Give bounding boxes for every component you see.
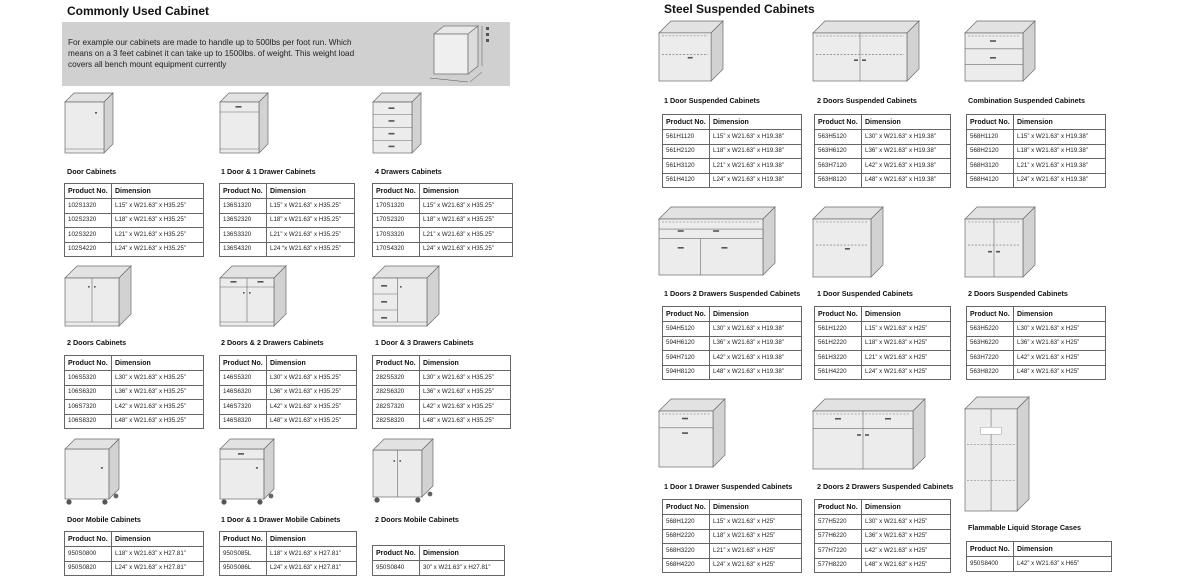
product-number-cell: 577H6220	[815, 529, 862, 544]
dimension-header: Dimension	[420, 546, 505, 561]
table-row	[967, 557, 1112, 572]
dimension-cell: L42” x W21.63” x H25”	[862, 544, 951, 559]
dimension-header: Dimension	[112, 532, 204, 547]
product-no-header: Product No.	[220, 532, 267, 547]
product-number-cell: 561H4220	[815, 365, 862, 380]
dimension-cell: L30” x W21.63” x H35.25”	[267, 371, 357, 386]
product-no-header: Product No.	[967, 542, 1014, 557]
product-number-cell: 146S7320	[220, 400, 267, 415]
table-header-row	[815, 307, 951, 322]
product-number-cell: 563H5220	[967, 322, 1014, 337]
table-row	[373, 213, 513, 228]
product-number-cell: 106S6320	[65, 385, 112, 400]
spec-table	[219, 531, 357, 576]
table-row	[220, 547, 357, 562]
table-row	[967, 144, 1106, 159]
spec-table	[814, 114, 951, 188]
product-title: Combination Suspended Cabinets	[968, 96, 1086, 105]
door-drawer-cabinet-icon	[219, 92, 269, 154]
table-row	[815, 144, 951, 159]
table-row	[815, 515, 951, 530]
dimension-cell: L42” x W21.63” x H35.25”	[267, 400, 357, 415]
table-row	[65, 199, 204, 214]
dimension-cell: L18” x W21.63” x H35.25”	[267, 213, 355, 228]
dimension-cell: L30” x W21.63” x H25”	[862, 515, 951, 530]
product-no-header: Product No.	[373, 184, 420, 199]
table-row	[663, 515, 802, 530]
table-row	[373, 385, 511, 400]
product-number-cell: 136S4320	[220, 242, 267, 257]
table-row	[967, 336, 1106, 351]
product-number-cell: 282S7320	[373, 400, 420, 415]
product-no-header: Product No.	[373, 356, 420, 371]
dimension-cell: L42” x W21.63” x H25”	[1014, 351, 1106, 366]
product-no-header: Product No.	[65, 532, 112, 547]
product-number-cell: 561H3120	[663, 159, 710, 174]
product-number-cell: 568H2120	[967, 144, 1014, 159]
product-number-cell: 563H6220	[967, 336, 1014, 351]
door-drawer-suspended-cabinet-icon	[658, 398, 726, 468]
dimension-cell: L24” x W21.63” x H19.38”	[1014, 173, 1106, 188]
table-header-row	[967, 542, 1112, 557]
flammable-storage-case-icon	[964, 396, 1030, 512]
table-header-row	[373, 184, 513, 199]
two-door-two-drawer-cabinet-icon	[219, 265, 287, 327]
dimension-cell: L48” x W21.63” x H19.38”	[862, 173, 951, 188]
product-title: 1 Door & 3 Drawers Cabinets	[375, 338, 474, 347]
dimension-header: Dimension	[710, 500, 802, 515]
table-header-row	[373, 546, 505, 561]
product-title: 2 Doors 2 Drawers Suspended Cabinets	[817, 482, 954, 491]
table-header-row	[65, 532, 204, 547]
banner-text: For example our cabinets are made to handle up to 500lbs per foot run. Which means on a 3 feet cabinet it can take up to 1500lbs. of weight. This weight load covers all bench mount equipment currently	[68, 38, 355, 69]
product-no-header: Product No.	[967, 115, 1014, 130]
dimension-cell: L36” x W21.63” x H25”	[1014, 336, 1106, 351]
dimension-cell: L30” x W21.63” x H35.25”	[420, 371, 511, 386]
product-number-cell: 568H1220	[663, 515, 710, 530]
product-number-cell: 577H8220	[815, 558, 862, 573]
door-drawer-mobile-cabinet-icon	[219, 438, 275, 506]
dimension-cell: L24” x W21.63” x H35.25”	[112, 242, 204, 257]
table-header-row	[815, 115, 951, 130]
table-row	[220, 199, 355, 214]
product-title: 1 Door Suspended Cabinets	[664, 96, 760, 105]
spec-table	[372, 183, 513, 257]
spec-table	[64, 183, 204, 257]
spec-table	[662, 306, 802, 380]
product-title: Door Mobile Cabinets	[67, 515, 141, 524]
product-number-cell: 106S8320	[65, 414, 112, 429]
table-row	[220, 385, 357, 400]
dimension-cell: L15” x W21.63” x H35.25”	[267, 199, 355, 214]
door-two-drawer-suspended-cabinet-icon	[658, 206, 776, 276]
product-number-cell: 577H5220	[815, 515, 862, 530]
dimension-cell: L36” x W21.63” x H35.25”	[267, 385, 357, 400]
product-number-cell: 563H5120	[815, 130, 862, 145]
product-no-header: Product No.	[663, 115, 710, 130]
product-title: 1 Door Suspended Cabinets	[817, 289, 913, 298]
table-row	[663, 365, 802, 380]
product-no-header: Product No.	[967, 307, 1014, 322]
dimension-header: Dimension	[710, 307, 802, 322]
dimension-cell: L21” x W21.63” x H19.38”	[710, 159, 802, 174]
table-header-row	[65, 184, 204, 199]
dimension-cell: L18” x W21.63” x H19.38”	[710, 144, 802, 159]
dimension-header: Dimension	[710, 115, 802, 130]
door-three-drawer-cabinet-icon	[372, 265, 440, 327]
product-number-cell: 950S086L	[220, 561, 267, 576]
table-row	[815, 529, 951, 544]
table-row	[65, 385, 204, 400]
product-title: Flammable Liquid Storage Cases	[968, 523, 1082, 532]
product-number-cell: 170S3320	[373, 228, 420, 243]
product-number-cell: 146S5320	[220, 371, 267, 386]
dimension-cell: L18” x W21.63” x H35.25”	[420, 213, 513, 228]
product-number-cell: 563H7120	[815, 159, 862, 174]
dimension-cell: L30” x W21.63” x H25”	[1014, 322, 1106, 337]
dimension-cell: L42” x W21.63” x H35.25”	[420, 400, 511, 415]
combination-suspended-cabinet-icon	[964, 20, 1036, 82]
dimension-header: Dimension	[112, 184, 204, 199]
product-number-cell: 106S5320	[65, 371, 112, 386]
product-no-header: Product No.	[815, 115, 862, 130]
product-number-cell: 561H1220	[815, 322, 862, 337]
spec-table	[64, 355, 204, 429]
table-row	[663, 159, 802, 174]
table-row	[373, 561, 505, 576]
product-number-cell: 561H2120	[663, 144, 710, 159]
table-header-row	[65, 356, 204, 371]
dimension-cell: L21” x W21.63” x H25”	[710, 544, 802, 559]
two-door-two-drawer-suspended-cabinet-icon	[812, 398, 926, 470]
table-header-row	[373, 356, 511, 371]
table-row	[815, 336, 951, 351]
table-row	[220, 414, 357, 429]
product-number-cell: 561H2220	[815, 336, 862, 351]
product-title: 2 Doors & 2 Drawers Cabinets	[221, 338, 324, 347]
product-number-cell: 146S6320	[220, 385, 267, 400]
table-row	[220, 561, 357, 576]
product-number-cell: 594H6120	[663, 336, 710, 351]
table-row	[373, 242, 513, 257]
spec-table	[814, 499, 951, 573]
dimension-cell: L18” x W21.63” x H19.38”	[1014, 144, 1106, 159]
product-number-cell: 170S1320	[373, 199, 420, 214]
dimension-cell: L36” x W21.63” x H25”	[862, 529, 951, 544]
product-no-header: Product No.	[373, 546, 420, 561]
product-number-cell: 594H8120	[663, 365, 710, 380]
dimension-header: Dimension	[420, 356, 511, 371]
two-door-suspended-cabinet-icon	[812, 20, 920, 82]
table-row	[65, 414, 204, 429]
table-row	[815, 130, 951, 145]
table-row	[663, 529, 802, 544]
two-door-cabinet-icon	[64, 265, 132, 327]
table-header-row	[663, 500, 802, 515]
table-row	[815, 365, 951, 380]
dimension-cell: L21” x W21.63” x H35.25”	[267, 228, 355, 243]
spec-table	[966, 306, 1106, 380]
table-row	[220, 228, 355, 243]
table-row	[220, 242, 355, 257]
dimension-cell: L24” x W21.63” x H25”	[862, 365, 951, 380]
dimension-cell: L24 “x W21.63” x H35.25”	[267, 242, 355, 257]
table-row	[65, 213, 204, 228]
product-title: 2 Doors Cabinets	[67, 338, 127, 347]
spec-table	[372, 355, 511, 429]
dimension-cell: L15” x W21.63” x H25”	[710, 515, 802, 530]
product-number-cell: 563H8220	[967, 365, 1014, 380]
product-no-header: Product No.	[65, 356, 112, 371]
product-no-header: Product No.	[663, 500, 710, 515]
table-row	[65, 371, 204, 386]
dimension-header: Dimension	[112, 356, 204, 371]
dimension-cell: L36” x W21.63” x H35.25”	[420, 385, 511, 400]
product-number-cell: 136S3320	[220, 228, 267, 243]
dimension-cell: L48” x W21.63” x H19.38”	[710, 365, 802, 380]
dimension-cell: L15” x W21.63” x H19.38”	[710, 130, 802, 145]
product-number-cell: 282S8320	[373, 414, 420, 429]
product-no-header: Product No.	[220, 184, 267, 199]
table-row	[663, 144, 802, 159]
product-number-cell: 561H4120	[663, 173, 710, 188]
product-number-cell: 950S8400	[967, 557, 1014, 572]
table-row	[65, 561, 204, 576]
dimension-cell: L36” x W21.63” x H35.25”	[112, 385, 204, 400]
spec-table	[814, 306, 951, 380]
table-row	[373, 228, 513, 243]
table-row	[373, 414, 511, 429]
table-row	[663, 173, 802, 188]
table-row	[967, 322, 1106, 337]
product-number-cell: 568H3120	[967, 159, 1014, 174]
table-row	[220, 371, 357, 386]
table-row	[815, 558, 951, 573]
dimension-header: Dimension	[420, 184, 513, 199]
table-row	[967, 351, 1106, 366]
dimension-header: Dimension	[267, 184, 355, 199]
product-no-header: Product No.	[663, 307, 710, 322]
table-header-row	[220, 184, 355, 199]
product-title: 1 Door & 1 Drawer Mobile Cabinets	[221, 515, 341, 524]
dimension-cell: L30” x W21.63” x H35.25”	[112, 371, 204, 386]
dimension-cell: L48” x W21.63” x H25”	[1014, 365, 1106, 380]
two-door-suspended-tall-cabinet-icon	[964, 206, 1036, 278]
table-header-row	[967, 115, 1106, 130]
dimension-header: Dimension	[1014, 542, 1112, 557]
dimension-cell: L24” x W21.63” x H25”	[710, 558, 802, 573]
dimension-cell: L48” x W21.63” x H35.25”	[420, 414, 511, 429]
dimension-cell: L42” x W21.63” x H19.38”	[862, 159, 951, 174]
dimension-cell: L36” x W21.63” x H19.38”	[862, 144, 951, 159]
dimension-cell: L42” x W21.63” x H65”	[1014, 557, 1112, 572]
table-row	[373, 199, 513, 214]
dimension-cell: L36” x W21.63” x H19.38”	[710, 336, 802, 351]
product-number-cell: 950S0820	[65, 561, 112, 576]
right-heading: Steel Suspended Cabinets	[664, 2, 815, 16]
table-header-row	[967, 307, 1106, 322]
product-number-cell: 170S2320	[373, 213, 420, 228]
dimension-header: Dimension	[1014, 307, 1106, 322]
dimension-cell: 30” x W21.63” x H27.81”	[420, 561, 505, 576]
table-header-row	[663, 115, 802, 130]
table-row	[373, 400, 511, 415]
product-number-cell: 568H3220	[663, 544, 710, 559]
product-number-cell: 146S8320	[220, 414, 267, 429]
door-suspended-cabinet-icon	[658, 20, 724, 82]
table-header-row	[220, 356, 357, 371]
dimension-cell: L18” x W21.63” x H25”	[862, 336, 951, 351]
table-row	[663, 558, 802, 573]
dimension-cell: L21” x W21.63” x H35.25”	[420, 228, 513, 243]
dimension-cell: L30” x W21.63” x H19.38”	[710, 322, 802, 337]
table-header-row	[815, 500, 951, 515]
dimension-header: Dimension	[267, 356, 357, 371]
product-title: 4 Drawers Cabinets	[375, 167, 442, 176]
dimension-cell: L15” x W21.63” x H19.38”	[1014, 130, 1106, 145]
table-row	[967, 130, 1106, 145]
dimension-header: Dimension	[862, 500, 951, 515]
table-row	[65, 547, 204, 562]
product-number-cell: 561H1120	[663, 130, 710, 145]
product-number-cell: 568H4220	[663, 558, 710, 573]
door-suspended-tall-cabinet-icon	[812, 206, 884, 278]
product-number-cell: 561H3220	[815, 351, 862, 366]
product-number-cell: 136S1320	[220, 199, 267, 214]
table-row	[663, 322, 802, 337]
dimension-cell: L15” x W21.63” x H35.25”	[112, 199, 204, 214]
dimension-cell: L21” x W21.63” x H35.25”	[112, 228, 204, 243]
product-title: 2 Doors Mobile Cabinets	[375, 515, 459, 524]
product-number-cell: 136S2320	[220, 213, 267, 228]
spec-table	[219, 355, 357, 429]
dimension-cell: L18” x W21.63” x H27.81”	[267, 547, 357, 562]
two-door-mobile-cabinet-icon	[372, 438, 434, 504]
product-number-cell: 102S1320	[65, 199, 112, 214]
product-number-cell: 568H2220	[663, 529, 710, 544]
product-number-cell: 106S7320	[65, 400, 112, 415]
product-number-cell: 950S0840	[373, 561, 420, 576]
table-row	[815, 544, 951, 559]
table-row	[220, 213, 355, 228]
weight-info-banner	[62, 22, 510, 86]
table-row	[815, 173, 951, 188]
product-title: 2 Doors Suspended Cabinets	[968, 289, 1068, 298]
product-no-header: Product No.	[815, 500, 862, 515]
product-title: 2 Doors Suspended Cabinets	[817, 96, 917, 105]
dimension-cell: L21” x W21.63” x H19.38”	[1014, 159, 1106, 174]
table-header-row	[663, 307, 802, 322]
product-number-cell: 282S5320	[373, 371, 420, 386]
table-row	[967, 159, 1106, 174]
product-number-cell: 282S6320	[373, 385, 420, 400]
dimension-cell: L30” x W21.63” x H19.38”	[862, 130, 951, 145]
product-number-cell: 568H4120	[967, 173, 1014, 188]
table-row	[815, 351, 951, 366]
product-number-cell: 563H8120	[815, 173, 862, 188]
table-row	[663, 544, 802, 559]
dimension-cell: L42” x W21.63” x H35.25”	[112, 400, 204, 415]
product-number-cell: 102S2320	[65, 213, 112, 228]
product-number-cell: 568H1120	[967, 130, 1014, 145]
product-no-header: Product No.	[815, 307, 862, 322]
four-drawer-cabinet-icon	[372, 92, 422, 154]
table-row	[220, 400, 357, 415]
spec-table	[966, 114, 1106, 188]
table-row	[663, 351, 802, 366]
dimension-cell: L24” x W21.63” x H35.25”	[420, 242, 513, 257]
dimension-cell: L15” x W21.63” x H25”	[862, 322, 951, 337]
product-title: Door Cabinets	[67, 167, 117, 176]
table-row	[65, 242, 204, 257]
dimension-header: Dimension	[862, 307, 951, 322]
dimension-cell: L42” x W21.63” x H19.38”	[710, 351, 802, 366]
product-number-cell: 170S4320	[373, 242, 420, 257]
product-number-cell: 563H6120	[815, 144, 862, 159]
dimension-cell: L48” x W21.63” x H25”	[862, 558, 951, 573]
spec-table	[64, 531, 204, 576]
spec-table	[219, 183, 355, 257]
product-title: 1 Door & 1 Drawer Cabinets	[221, 167, 316, 176]
product-number-cell: 594H5120	[663, 322, 710, 337]
product-title: 1 Doors 2 Drawers Suspended Cabinets	[664, 289, 801, 298]
table-row	[815, 159, 951, 174]
product-no-header: Product No.	[65, 184, 112, 199]
dimension-cell: L24” x W21.63” x H27.81”	[267, 561, 357, 576]
table-row	[373, 371, 511, 386]
door-mobile-cabinet-icon	[64, 438, 120, 506]
product-number-cell: 594H7120	[663, 351, 710, 366]
product-number-cell: 950S0800	[65, 547, 112, 562]
product-title: 1 Door 1 Drawer Suspended Cabinets	[664, 482, 793, 491]
table-row	[967, 173, 1106, 188]
dimension-cell: L18” x W21.63” x H25”	[710, 529, 802, 544]
product-number-cell: 577H7220	[815, 544, 862, 559]
table-header-row	[220, 532, 357, 547]
door-cabinet-icon	[64, 92, 114, 154]
dimension-cell: L18” x W21.63” x H27.81”	[112, 547, 204, 562]
product-number-cell: 102S3220	[65, 228, 112, 243]
dimension-cell: L48” x W21.63” x H35.25”	[112, 414, 204, 429]
dimension-cell: L15” x W21.63” x H35.25”	[420, 199, 513, 214]
dimension-cell: L24” x W21.63” x H19.38”	[710, 173, 802, 188]
product-no-header: Product No.	[220, 356, 267, 371]
dimension-header: Dimension	[1014, 115, 1106, 130]
table-row	[815, 322, 951, 337]
table-row	[967, 365, 1106, 380]
table-row	[65, 228, 204, 243]
product-number-cell: 950S085L	[220, 547, 267, 562]
table-row	[663, 336, 802, 351]
table-row	[65, 400, 204, 415]
spec-table	[966, 541, 1112, 572]
left-heading: Commonly Used Cabinet	[67, 4, 210, 18]
dimension-cell: L18” x W21.63” x H35.25”	[112, 213, 204, 228]
spec-table	[372, 545, 505, 576]
table-row	[663, 130, 802, 145]
product-number-cell: 563H7220	[967, 351, 1014, 366]
dimension-cell: L48” x W21.63” x H35.25”	[267, 414, 357, 429]
dimension-cell: L21” x W21.63” x H25”	[862, 351, 951, 366]
cabinet-dimension-diagram-icon	[422, 22, 510, 86]
dimension-header: Dimension	[862, 115, 951, 130]
dimension-header: Dimension	[267, 532, 357, 547]
product-number-cell: 102S4220	[65, 242, 112, 257]
spec-table	[662, 499, 802, 573]
dimension-cell: L24” x W21.63” x H27.81”	[112, 561, 204, 576]
spec-table	[662, 114, 802, 188]
